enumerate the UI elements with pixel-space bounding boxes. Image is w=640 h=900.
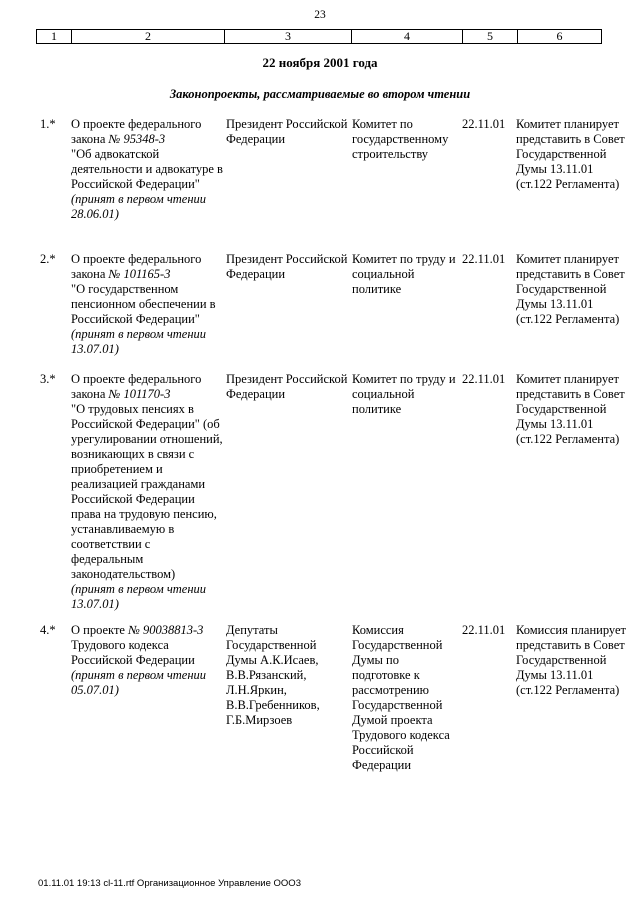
bill-title xyxy=(71,252,225,357)
review-date: 22.11.01 xyxy=(462,252,506,266)
responsible-committee: Комиссия Государственной Думы по подготовке к рассмотрению Государственной Думой проекта Трудового кодекса Российской Федерации xyxy=(352,623,450,772)
bill-title xyxy=(71,623,225,698)
bill-number: № 101170-3 xyxy=(108,387,171,401)
column-number: 3 xyxy=(225,30,352,44)
title-body: "Об адвокатской деятельности и адвокатуре в Российской Федерации" xyxy=(71,147,223,191)
column-number: 2 xyxy=(72,30,225,44)
responsible-committee: Комитет по труду и социальной политике xyxy=(352,372,456,416)
committee-note: Комитет планирует представить в Совет Государственной Думы 13.11.01 (ст.122 Регламента) xyxy=(516,372,625,446)
title-prefix: О проекте xyxy=(71,623,125,637)
title-body: "О трудовых пенсиях в Российской Федерации" (об урегулировании отношений, возникающих в связи с приобретением и реализацией гражданами Российской Федерации права на трудовую пенсию, устанавливаемую в соответствии с федеральным законодательством) xyxy=(71,402,223,581)
responsible-committee: Комитет по государственному строительству xyxy=(352,117,449,161)
entry-number: 4.* xyxy=(40,623,56,637)
title-prefix: О проекте федерального закона xyxy=(71,252,202,281)
bill-author: Президент Российской Федерации xyxy=(226,372,348,401)
bill-author: Депутаты Государственной Думы А.К.Исаев, В.В.Рязанский, Л.Н.Яркин, В.В.Гребенников, Г.Б.Мирзоев xyxy=(226,623,320,727)
column-number: 5 xyxy=(463,30,518,44)
title-prefix: О проекте федерального закона xyxy=(71,117,202,146)
responsible-committee: Комитет по труду и социальной политике xyxy=(352,252,456,296)
bill-number: № 90038813-3 xyxy=(128,623,204,637)
column-number-header xyxy=(36,29,602,44)
review-date: 22.11.01 xyxy=(462,117,506,131)
review-date: 22.11.01 xyxy=(462,623,506,637)
bill-title xyxy=(71,117,225,222)
title-body: Трудового кодекса Российской Федерации xyxy=(71,638,195,667)
section-heading: Законопроекты, рассматриваемые во втором чтении xyxy=(169,87,471,101)
entry-number: 3.* xyxy=(40,372,56,386)
title-body: "О государственном пенсионном обеспечении в Российской Федерации" xyxy=(71,282,216,326)
first-reading-status: (принят в первом чтении 13.07.01) xyxy=(71,327,207,356)
bill-title xyxy=(71,372,225,612)
bill-number: № 101165-3 xyxy=(108,267,171,281)
bill-number: № 95348-3 xyxy=(108,132,166,146)
committee-note: Комиссия планирует представить в Совет Государственной Думы 13.11.01 (ст.122 Регламента) xyxy=(516,623,627,697)
document-footer: 01.11.01 19:13 cl-11.rtf Организационное Управление ООО3 xyxy=(38,878,301,889)
column-number: 6 xyxy=(518,30,602,44)
first-reading-status: (принят в первом чтении 28.06.01) xyxy=(71,192,207,221)
page-number: 23 xyxy=(314,9,326,21)
column-number: 1 xyxy=(37,30,72,44)
review-date: 22.11.01 xyxy=(462,372,506,386)
committee-note: Комитет планирует представить в Совет Государственной Думы 13.11.01 (ст.122 Регламента) xyxy=(516,117,625,191)
date-heading: 22 ноября 2001 года xyxy=(262,55,378,70)
entry-number: 1.* xyxy=(40,117,56,131)
bill-author: Президент Российской Федерации xyxy=(226,252,348,281)
column-number: 4 xyxy=(352,30,463,44)
bill-author: Президент Российской Федерации xyxy=(226,117,348,146)
title-prefix: О проекте федерального закона xyxy=(71,372,202,401)
entry-number: 2.* xyxy=(40,252,56,266)
committee-note: Комитет планирует представить в Совет Государственной Думы 13.11.01 (ст.122 Регламента) xyxy=(516,252,625,326)
first-reading-status: (принят в первом чтении 05.07.01) xyxy=(71,668,207,697)
first-reading-status: (принят в первом чтении 13.07.01) xyxy=(71,582,207,611)
